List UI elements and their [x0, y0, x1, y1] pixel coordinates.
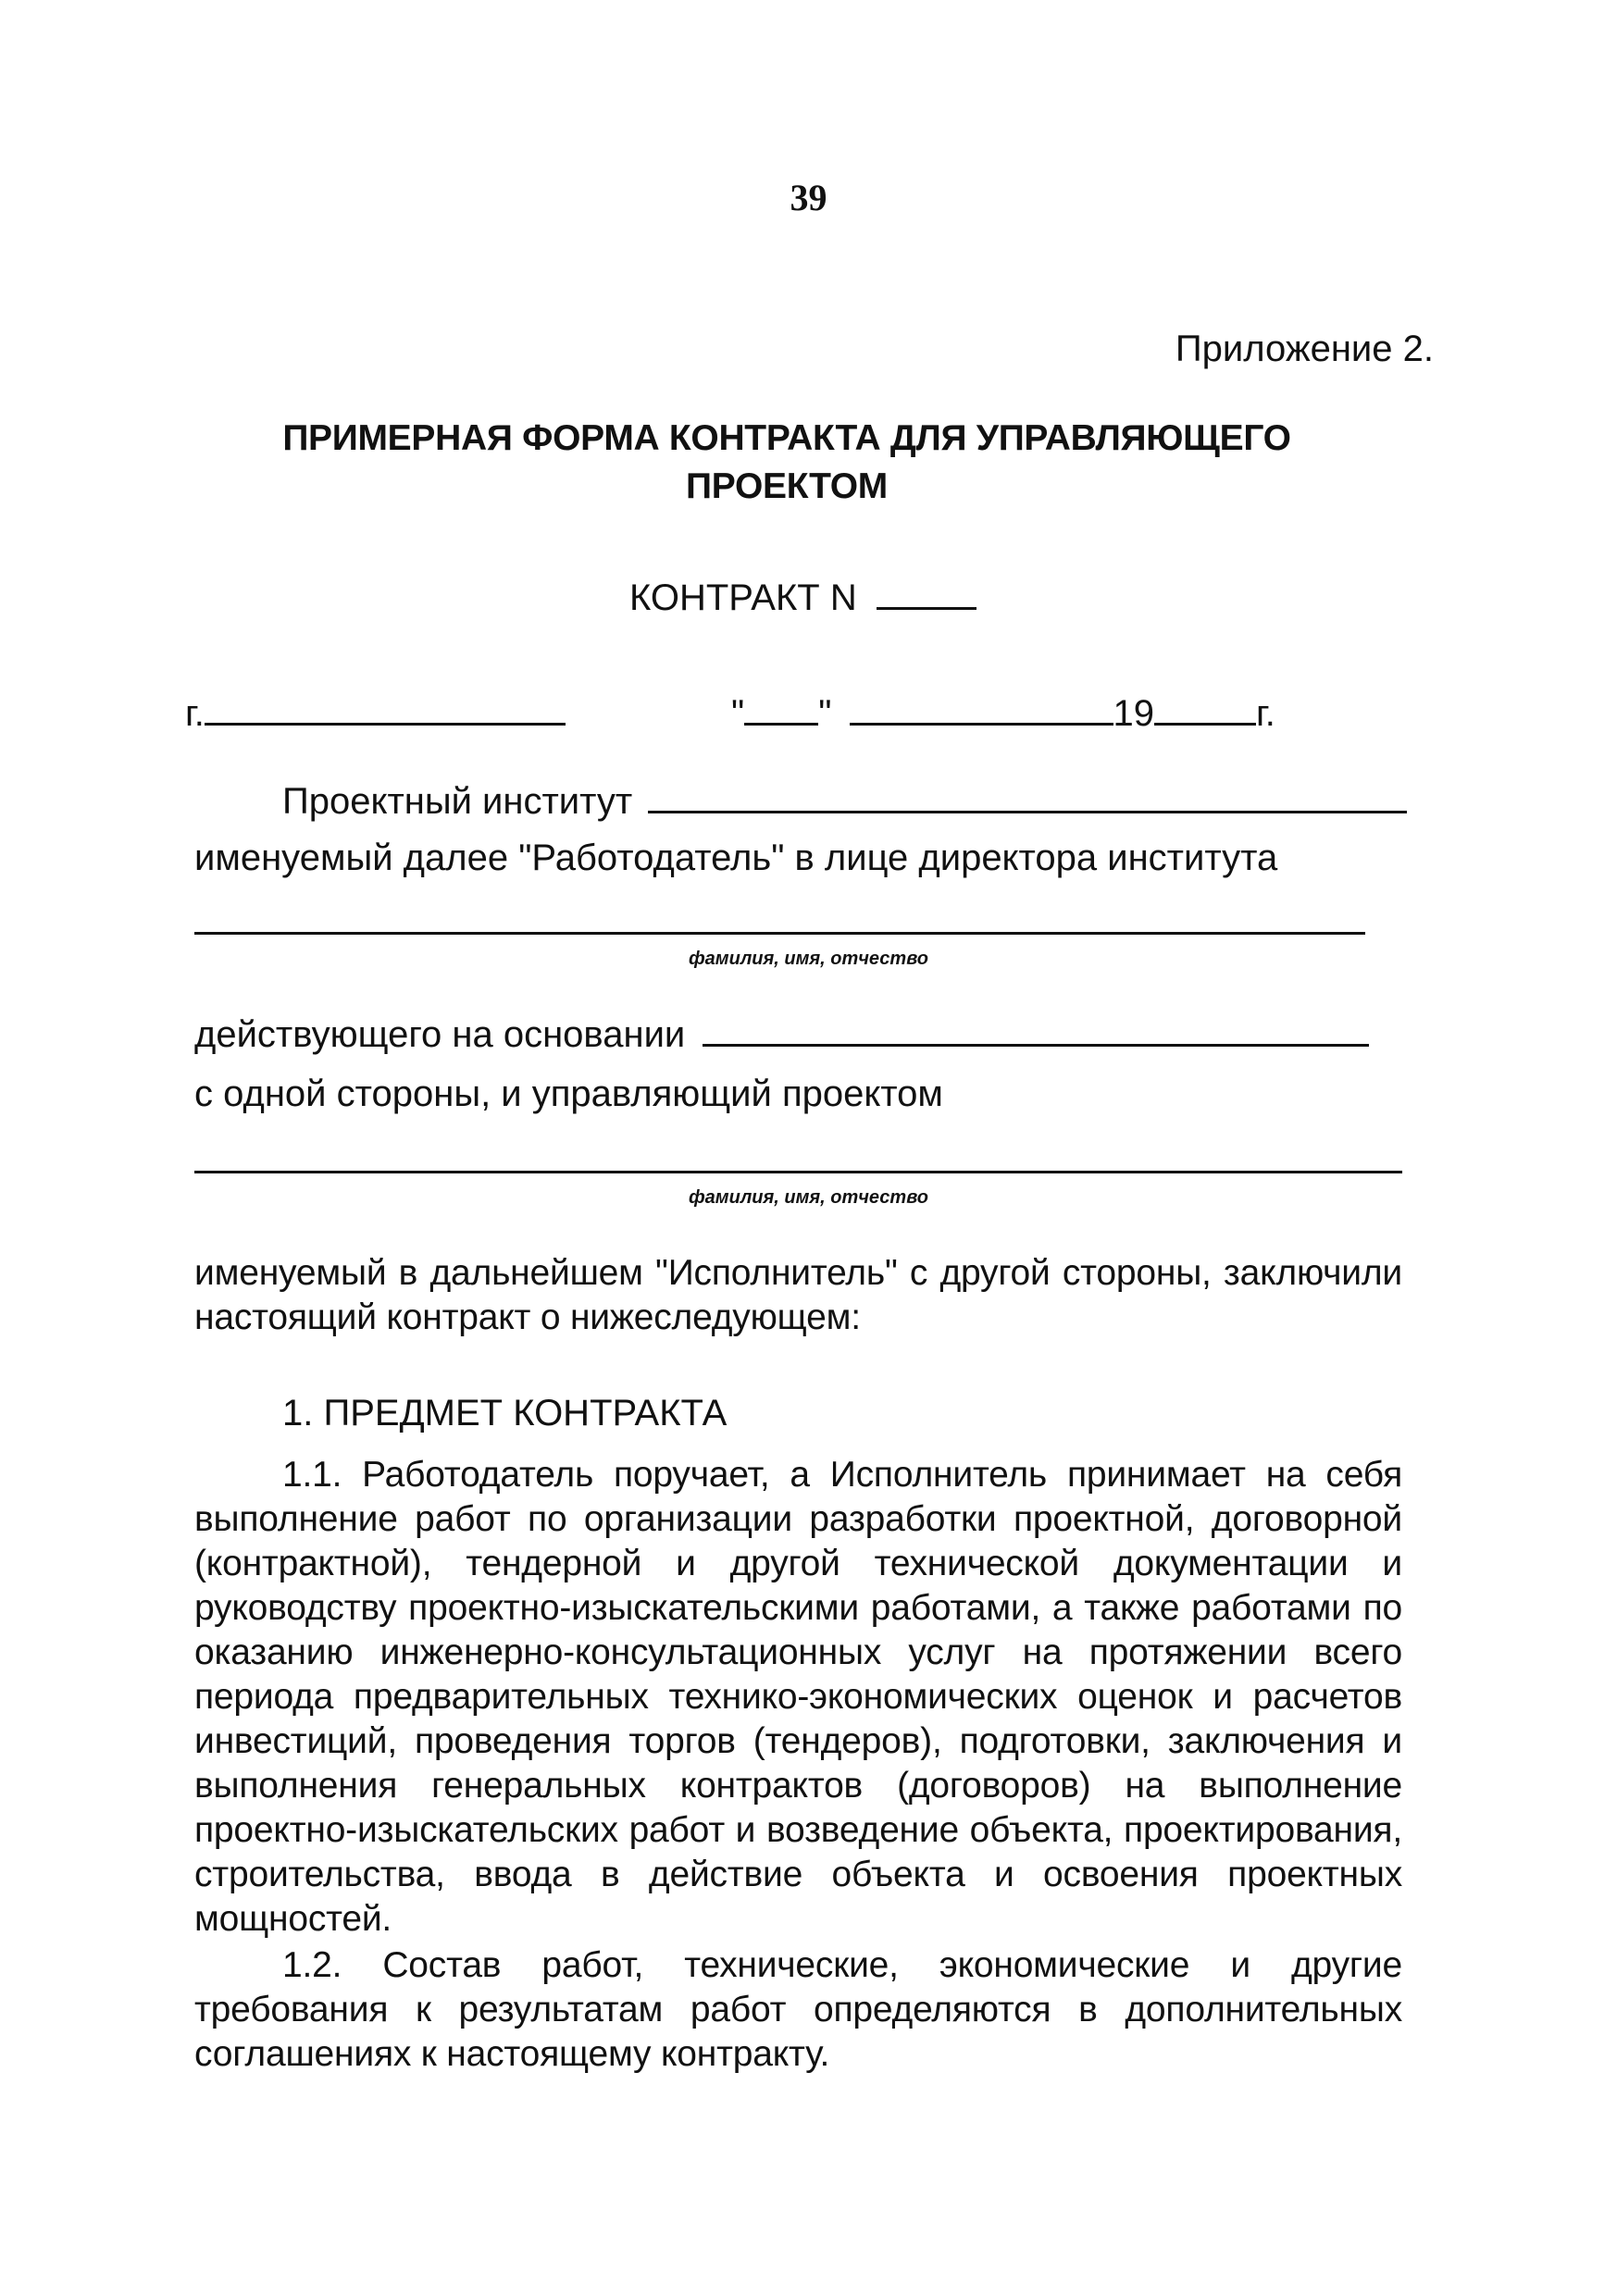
manager-name-rule [194, 1171, 1402, 1173]
employer-named-line: именуемый далее "Работодатель" в лице директора института [194, 838, 1278, 878]
month-blank [850, 689, 1113, 726]
institute-label: Проектный институт [282, 781, 633, 822]
year-suffix: г. [1256, 693, 1275, 734]
basis-label: действующего на основании [194, 1014, 686, 1055]
year-prefix: 19 [1113, 693, 1155, 734]
institute-line [282, 777, 1407, 823]
place-date-line [185, 689, 566, 735]
director-name-caption: фамилия, имя, отчество [688, 949, 928, 969]
clause-1-1: 1.1. Работодатель поручает, а Исполнитель принимает на себя выполнение работ по организации разработки проектной, договорной (контрактной), тендерной и другой технической документации и руководству проектно-изыскательскими работами, а также работами по оказанию инженерно-консультационных услуг на протяжении всего периода предварительных технико-экономических оценок и расчетов инвестиций, проведения торгов (тендеров), подготовки, заключения и выполнения генеральных контрактов (договоров) на выполнение проектно-изыскательских работ и возведение объекта, проектирования, строительства, ввода в действие объекта и освоения проектных мощностей. [194, 1455, 1402, 1939]
day-blank [744, 689, 818, 726]
manager-name-caption: фамилия, имя, отчество [688, 1187, 928, 1208]
contract-title [629, 574, 976, 619]
day-close-quote: " [818, 693, 832, 734]
basis-blank [703, 1011, 1369, 1047]
year-blank [1154, 689, 1256, 726]
basis-line [194, 1011, 1369, 1056]
contract-number-blank [877, 574, 976, 610]
date-line [731, 689, 1275, 735]
clause-1-2: 1.2. Состав работ, технические, экономические и другие требования к результатам работ определяются в дополнительных соглашениях к настоящему контракту. [194, 1945, 1402, 2074]
city-prefix: г. [185, 693, 205, 734]
city-blank [205, 689, 566, 726]
appendix-label: Приложение 2. [1175, 329, 1434, 369]
form-title: ПРИМЕРНАЯ ФОРМА КОНТРАКТА ДЛЯ УПРАВЛЯЮЩЕГО ПРОЕКТОМ [282, 418, 1291, 506]
page-number: 39 [790, 177, 827, 218]
institute-blank [648, 777, 1407, 813]
one-side-line: с одной стороны, и управляющий проектом [194, 1074, 943, 1114]
contract-title-text: КОНТРАКТ N [629, 577, 857, 618]
section-title: 1. ПРЕДМЕТ КОНТРАКТА [282, 1393, 728, 1433]
intro-paragraph: именуемый в дальнейшем "Исполнитель" с другой стороны, заключили настоящий контракт о нижеследующем: [194, 1253, 1402, 1337]
day-open-quote: " [731, 693, 745, 734]
director-name-rule [194, 932, 1365, 935]
